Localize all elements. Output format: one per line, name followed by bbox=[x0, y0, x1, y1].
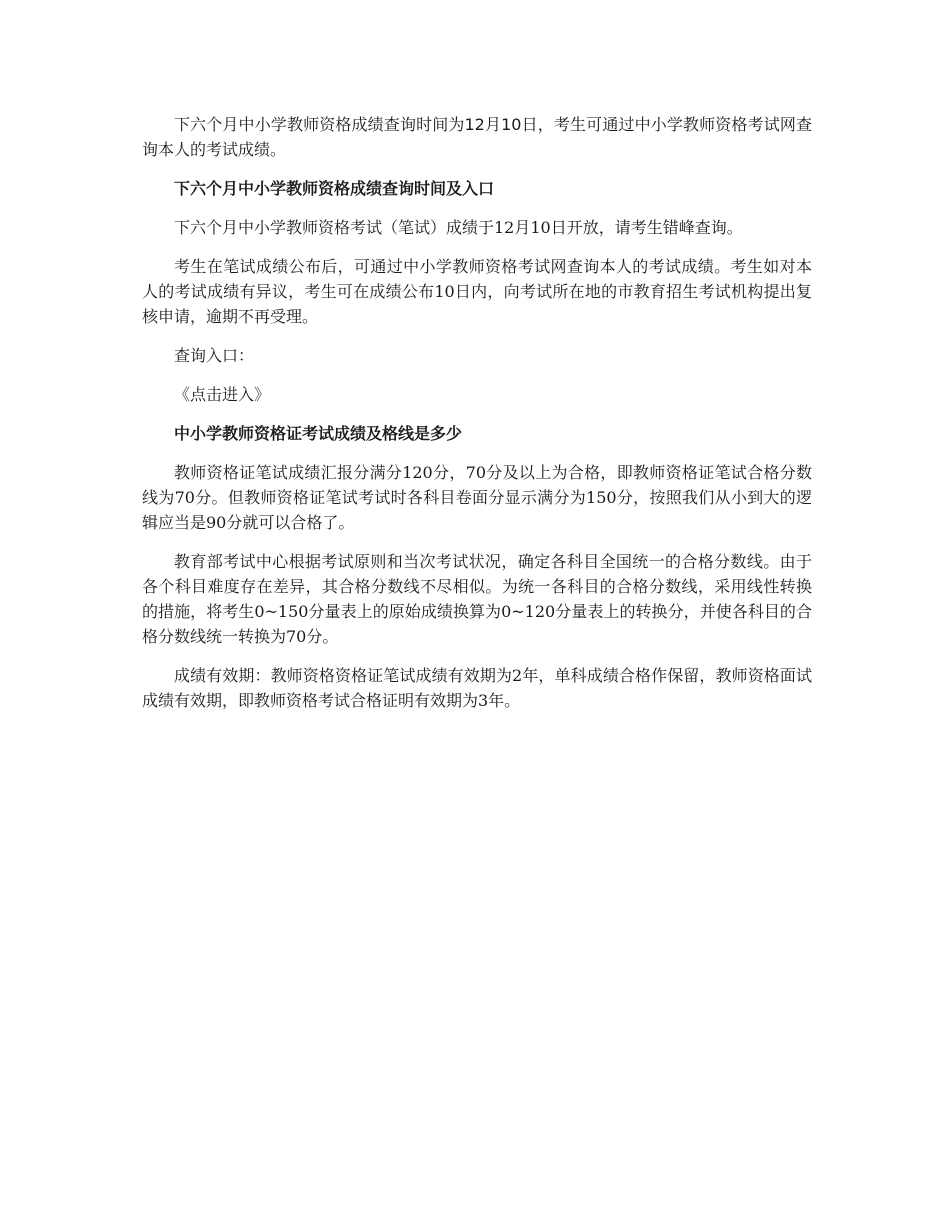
document-body bbox=[142, 112, 812, 727]
paragraph-score-review: 考生在笔试成绩公布后，可通过中小学教师资格考试网查询本人的考试成绩。考生如对本人的考试成绩有异议，考生可在成绩公布10日内，向考试所在地的市教育招生考试机构提出复核申请，逾期不再受理。 bbox=[142, 257, 812, 326]
paragraph-score-release: 下六个月中小学教师资格考试（笔试）成绩于12月10日开放，请考生错峰查询。 bbox=[174, 218, 743, 237]
section-heading-passing-score: 中小学教师资格证考试成绩及格线是多少 bbox=[174, 424, 463, 443]
paragraph-score-conversion: 教育部考试中心根据考试原则和当次考试状况，确定各科目全国统一的合格分数线。由于各个科目难度存在差异，其合格分数线不尽相似。为统一各科目的合格分数线，采用线性转换的措施，将考生0~150分量表上的原始成绩换算为0~120分量表上的转换分，并使各科目的合格分数线统一转换为70分。 bbox=[142, 552, 812, 646]
intro-paragraph: 下六个月中小学教师资格成绩查询时间为12月10日，考生可通过中小学教师资格考试网查询本人的考试成绩。 bbox=[142, 115, 812, 159]
section-heading-query-time: 下六个月中小学教师资格成绩查询时间及入口 bbox=[174, 179, 495, 198]
click-enter-link[interactable]: 《点击进入》 bbox=[174, 385, 271, 404]
paragraph-score-validity: 成绩有效期：教师资格资格证笔试成绩有效期为2年，单科成绩合格作保留，教师资格面试成绩有效期，即教师资格考试合格证明有效期为3年。 bbox=[142, 666, 812, 710]
paragraph-passing-score: 教师资格证笔试成绩汇报分满分120分，70分及以上为合格，即教师资格证笔试合格分数线为70分。但教师资格证笔试考试时各科目卷面分显示满分为150分，按照我们从小到大的逻辑应当是90分就可以合格了。 bbox=[142, 463, 812, 532]
query-entry-link-paragraph bbox=[142, 382, 812, 407]
query-entry-label: 查询入口： bbox=[174, 346, 255, 365]
